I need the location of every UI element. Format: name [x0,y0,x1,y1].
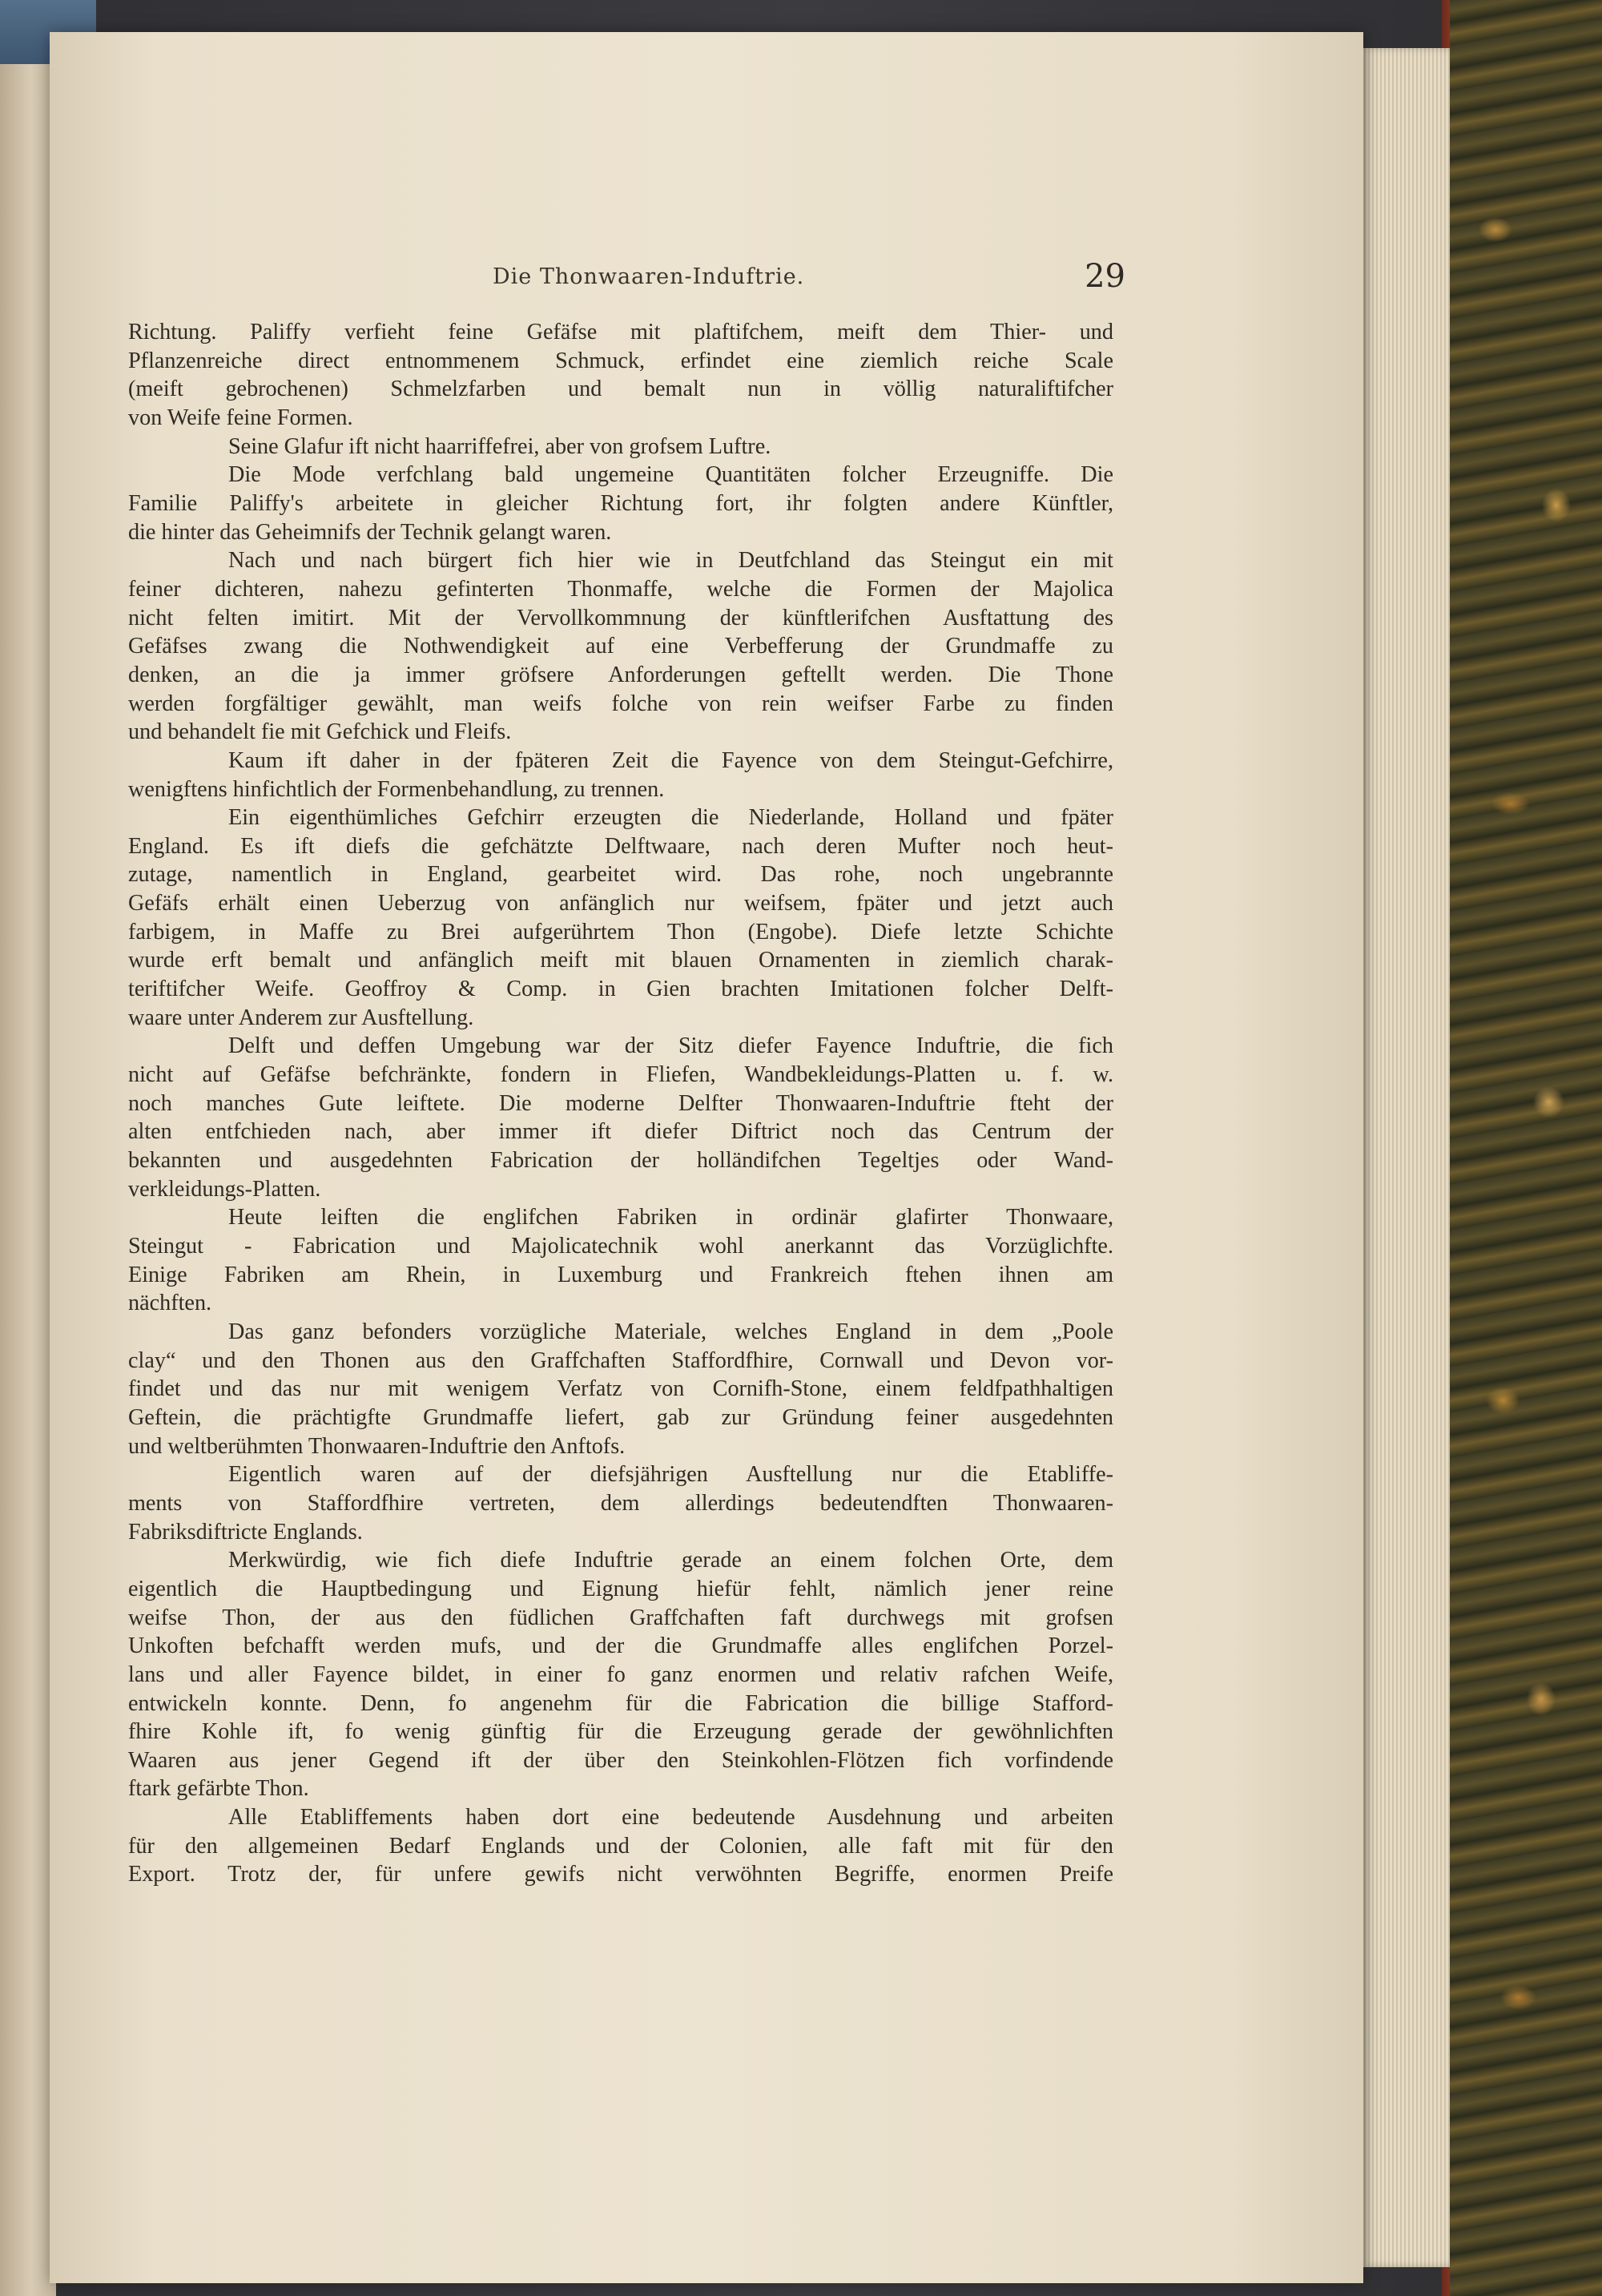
text-line: Unkoften befchafft werden mufs, und der die Grundmaffe alles englifchen Porzel- [128,1633,1113,1659]
text-line: Gefäfses zwang die Nothwendigkeit auf eine Verbefferung der Grundmaffe zu [128,634,1113,659]
text-line: entwickeln konnte. Denn, fo angenehm für die Fabrication die billige Stafford- [128,1690,1113,1716]
text-line: von Weife feine Formen. [128,405,353,430]
text-line: England. Es ift diefs die gefchätzte Delftwaare, nach deren Mufter noch heut- [128,833,1113,859]
text-line: Kaum ift daher in der fpäteren Zeit die Fayence von dem Steingut-Gefchirre, [228,747,1113,773]
text-line: Fabriksdiftricte Englands. [128,1519,363,1545]
text-line: noch manches Gute leiftete. Die moderne Delfter Thonwaaren-Induftrie fteht der [128,1090,1113,1116]
text-line: Familie Paliffy's arbeitete in gleicher Richtung fort, ihr folgten andere Künftler, [128,490,1113,516]
text-line: feiner dichteren, nahezu gefinterten Thonmaffe, welche die Formen der Majolica [128,576,1113,602]
text-line: denken, an die ja immer gröfsere Anforderungen geftellt werden. Die Thone [128,662,1113,687]
text-line: Das ganz befonders vorzügliche Materiale, welches England in dem „Poole [228,1319,1113,1344]
text-line: Gefäfs erhält einen Ueberzug von anfänglich nur weifsem, fpäter und jetzt auch [128,891,1113,916]
text-line: Delft und deffen Umgebung war der Sitz diefer Fayence Induftrie, die fich [228,1033,1113,1059]
text-line: und weltberühmten Thonwaaren-Induftrie den Anftofs. [128,1433,626,1459]
text-line: und behandelt fie mit Gefchick und Fleifs. [128,719,512,745]
text-line: zutage, namentlich in England, gearbeitet wird. Das rohe, noch ungebrannte [128,862,1113,888]
text-line: findet und das nur mit wenigem Verfatz von Cornifh-Stone, einem feldfpathhaltigen [128,1376,1113,1402]
running-title: Die Thonwaaren-Induftrie. [493,264,805,289]
text-line: wurde erft bemalt und anfänglich meift mit blauen Ornamenten in ziemlich charak- [128,948,1113,973]
text-line: ftark gefärbte Thon. [128,1776,309,1802]
text-line: (meift gebrochenen) Schmelzfarben und bemalt nun in völlig naturaliftifcher [128,377,1113,402]
text-line: Eigentlich waren auf der diefsjährigen Ausftellung nur die Etabliffe- [228,1462,1113,1488]
text-line: Seine Glafur ift nicht haarriffefrei, aber von grofsem Luftre. [228,433,771,459]
marbled-edge [1450,0,1602,2296]
text-line: Steingut - Fabrication und Majolicatechnik wohl anerkannt das Vorzüglichfte. [128,1234,1113,1259]
text-line: nicht auf Gefäfse befchränkte, fondern in Fliefen, Wandbekleidungs-Platten u. f. w. [128,1062,1113,1088]
text-line: teriftifcher Weife. Geoffroy & Comp. in Gien brachten Imitationen folcher Delft- [128,977,1113,1002]
text-line: fhire Kohle ift, fo wenig günftig für die Erzeugung gerade der gewöhnlichften [128,1719,1113,1745]
text-line: Richtung. Paliffy verfieht feine Gefäfse mit plaftifchem, meift dem Thier- und [128,320,1113,344]
text-line: Nach und nach bürgert fich hier wie in Deutfchland das Steingut ein mit [228,548,1113,574]
text-line: clay“ und den Thonen aus den Graffchaften Staffordfhire, Cornwall und Devon vor- [128,1347,1113,1373]
text-line: Heute leiften die englifchen Fabriken in ordinär glafirter Thonwaare, [228,1205,1113,1231]
text-line: Ein eigenthümliches Gefchirr erzeugten die Niederlande, Holland und fpäter [228,805,1113,831]
text-line: Geftein, die prächtigfte Grundmaffe liefert, gab zur Gründung feiner ausgedehnten [128,1404,1113,1430]
text-line: Die Mode verfchlang bald ungemeine Quantitäten folcher Erzeugniffe. Die [228,462,1113,488]
text-line: lans und aller Fayence bildet, in einer fo ganz enormen und relativ rafchen Weife, [128,1662,1113,1687]
text-line: ments von Staffordfhire vertreten, dem allerdings bedeutendften Thonwaaren- [128,1490,1113,1516]
text-line: Export. Trotz der, für unfere gewifs nicht verwöhnten Begriffe, enormen Preife [128,1862,1113,1887]
page-number: 29 [1085,258,1125,295]
text-line: eigentlich die Hauptbedingung und Eignung hiefür fehlt, nämlich jener reine [128,1576,1113,1601]
text-line: Merkwürdig, wie fich diefe Induftrie gerade an einem folchen Orte, dem [228,1548,1113,1573]
text-line: werden forgfältiger gewählt, man weifs folche von rein weifser Farbe zu finden [128,691,1113,716]
text-line: Waaren aus jener Gegend ift der über den Steinkohlen-Flötzen fich vorfindende [128,1747,1113,1773]
page-header [493,258,1125,298]
text-line: Alle Etabliffements haben dort eine bedeutende Ausdehnung und arbeiten [228,1805,1113,1831]
text-line: alten entfchieden nach, aber immer ift diefer Diftrict noch das Centrum der [128,1119,1113,1145]
text-line: bekannten und ausgedehnten Fabrication der holländifchen Tegeltjes oder Wand- [128,1148,1113,1174]
text-line: Pflanzenreiche direct entnommenem Schmuck, erfindet eine ziemlich reiche Scale [128,348,1113,373]
text-line: verkleidungs-Platten. [128,1176,321,1202]
text-line: farbigem, in Maffe zu Brei aufgerührtem Thon (Engobe). Diefe letzte Schichte [128,919,1113,945]
page-stack-edges [1362,48,1450,2267]
text-line: nicht felten imitirt. Mit der Vervollkommnung der künftlerifchen Ausftattung des [128,605,1113,630]
text-line: nächften. [128,1291,212,1316]
text-line: weifse Thon, der aus den füdlichen Graffchaften faft durchwegs mit grofsen [128,1605,1113,1630]
text-line: waare unter Anderem zur Ausftellung. [128,1005,474,1030]
text-line: für den allgemeinen Bedarf Englands und der Colonien, alle faft mit für den [128,1833,1113,1859]
text-line: Einige Fabriken am Rhein, in Luxemburg und Frankreich ftehen ihnen am [128,1262,1113,1287]
left-page-edge [0,0,56,2296]
text-line: die hinter das Geheimnifs der Technik gelangt waren. [128,519,612,545]
text-line: wenigftens hinfichtlich der Formenbehandlung, zu trennen. [128,776,665,802]
body-text [128,318,1113,1889]
